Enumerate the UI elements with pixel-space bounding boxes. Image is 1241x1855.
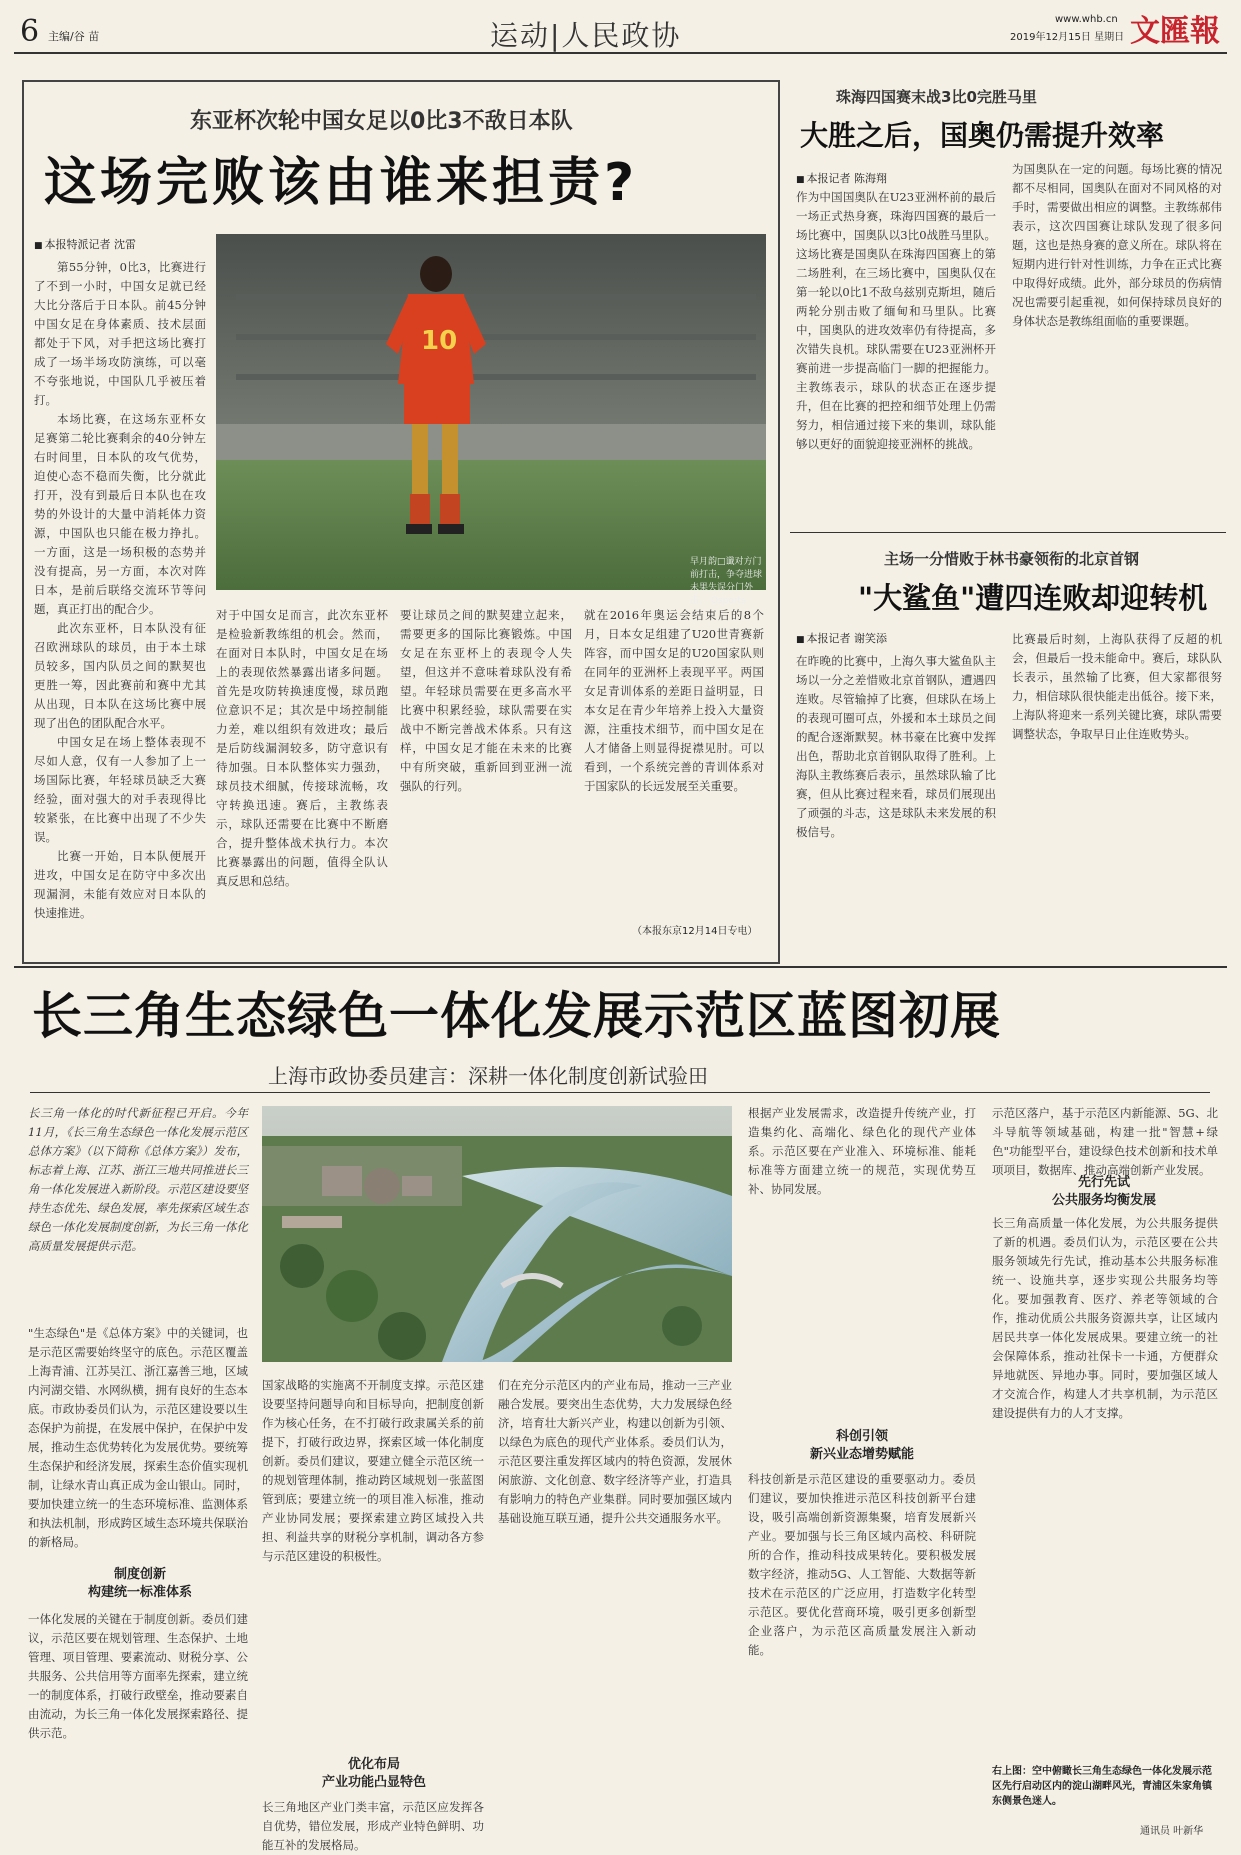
lead-column-1: [34, 258, 206, 920]
feature-column-3: 们在充分示范区内的产业布局，推动一三产业融合发展。要突出生态优势，大力发展绿色经济，培育壮大新兴产业，构建以创新为引领、以绿色为底色的现代产业体系。委员们认为，示范区要注重发挥区域内的特色资源，发展休闲旅游、文化创意、数字经济等产业，打造具有影响力的特色产业集群。同时要加强区域内基础设施互联互通，提升公共交通服务水平。: [498, 1378, 732, 1525]
issue-date: 2019年12月15日 星期日: [1010, 32, 1125, 43]
lead-endnote: （本报东京12月14日专电）: [632, 926, 758, 937]
lead-byline: ■ 本报特派记者 沈雷: [34, 236, 136, 252]
lead-column-3: 要让球员之间的默契建立起来，需要更多的国际比赛锻炼。中国女足在东亚杯上的表现令人失望，但这并不意味着球队没有希望。年轻球员需要在更多高水平比赛中积累经验，球队需要在实战中不断完善战术体系。只有这样，中国女足才能在未来的比赛中有所突破，重新回到亚洲一流强队的行列。: [400, 608, 572, 793]
feature-intro: 长三角一体化的时代新征程已开启。今年11月，《长三角生态绿色一体化发展示范区总体方案》（以下简称《总体方案》）发布，标志着上海、江苏、浙江三地共同推进长三角一体化发展进入新阶段。示范区建设要坚持生态优先、绿色发展，率先探索区域生态绿色一体化发展制度创新，为长三角一体化高质量发展提供示范。: [28, 1106, 248, 1253]
lead-headline: 这场完败该由谁来担责?: [44, 153, 639, 213]
feature-column-4b: 科技创新是示范区建设的重要驱动力。委员们建议，要加快推进示范区科技创新平台建设，吸引高端创新资源集聚，培育发展新兴产业。要加强与长三角区域内高校、科研院所的合作，推动科技成果转化。要积极发展数字经济，推动5G、人工智能、大数据等新技术在示范区的广泛应用，打造数字化转型示范区。要优化营商环境，吸引更多创新型企业落户，为示范区高质量发展注入新动能。: [748, 1472, 976, 1657]
wetland-aerial-photo: [262, 1106, 732, 1362]
section-title: 运动|人民政协: [490, 19, 682, 52]
right1-byline: ■ 本报记者 陈海翔: [796, 170, 887, 186]
lead-photo-caption: 早月韵□谶对方门前打击，争夺进球未果失误分门外击。 Osports: [690, 557, 763, 606]
feature-photo-note: 右上图：空中俯瞰长三角生态绿色一体化发展示范区先行启动区内的淀山湖畔风光，青浦区朱家角镇东侧景色迷人。: [992, 1766, 1212, 1807]
page-number: 6: [20, 14, 40, 49]
feature-subhead: 上海市政协委员建言：深耕一体化制度创新试验田: [268, 1064, 708, 1088]
feature-photo-credit: 通讯员 叶新华: [1140, 1826, 1204, 1837]
lead-photo: [216, 234, 766, 590]
svg-text:10: 10: [421, 326, 458, 356]
feature-column-4: 根据产业发展需求，改造提升传统产业，打造集约化、高端化、绿色化的现代产业体系。示范区要在产业准入、环境标准、能耗标准等方面建立统一的规范，实现优势互补、协同发展。: [748, 1106, 976, 1196]
feature-column-2: 国家战略的实施离不开制度支撑。示范区建设要坚持问题导向和目标导向，把制度创新作为核心任务，在不打破行政隶属关系的前提下，打破行政边界，探索区域一体化制度创新。委员们建议，要建立健全示范区统一的规划管理体制，推动跨区域规划一张蓝图管到底；要建立统一的项目准入标准，推动产业协同发展；要探索建立跨区域投入共担、利益共享的财税分享机制，调动各方参与示范区建设的积极性。: [262, 1378, 484, 1563]
section-divider: [14, 966, 1227, 968]
right1-kicker: 珠海四国赛末战3比0完胜马里: [836, 88, 1037, 106]
feature-headline: 长三角生态绿色一体化发展示范区蓝图初展: [32, 987, 1001, 1045]
feature-column-2b: 长三角地区产业门类丰富，示范区应发挥各自优势，错位发展，形成产业特色鲜明、功能互补的发展格局。: [262, 1800, 484, 1852]
feature-subheading-4: 先行先试 公共服务均衡发展: [1051, 1175, 1156, 1208]
footballer-photo: [216, 234, 766, 590]
right1-column-2: 为国奥队在一定的问题。每场比赛的情况都不尽相同，国奥队在面对不同风格的对手时，需要做出相应的调整。主教练郝伟表示，这次四国赛让球队发现了很多问题，这也是热身赛的意义所在。球队将在短期内进行针对性训练，力争在正式比赛中取得好成绩。此外，部分球员的伤病情况也需要引起重视，如何保持球员良好的身体状态是教练组面临的重要课题。: [1012, 162, 1222, 328]
right1-headline: 大胜之后，国奥仍需提升效率: [800, 119, 1165, 152]
right2-column-1: 在昨晚的比赛中，上海久事大鲨鱼队主场以一分之差惜败北京首钢队，遭遇四连败。尽管输掉了比赛，但球队在场上的表现可圈可点，外援和本土球员之间的配合逐渐默契。林书豪在比赛中发挥出色，帮助北京首钢队取得了胜利。上海队主教练赛后表示，虽然球队输了比赛，但从比赛过程来看，球员们展现出了顽强的斗志，这是球队未来发展的积极信号。: [796, 654, 996, 839]
right2-headline: "大鲨鱼"遭四连败却迎转机: [858, 581, 1208, 615]
lead-kicker: 东亚杯次轮中国女足以0比3不敌日本队: [190, 109, 573, 134]
feature-subheading-1: 制度创新 构建统一标准体系: [87, 1567, 192, 1600]
lead-paragraph: 第55分钟，0比3，比赛进行了不到一小时，中国女足就已经大比分落后于日本队。前45分钟中国女足在身体素质、技术层面都处于下风，对手把这场比赛打成了一场半场攻防演练，可以毫不夸张地说，中国队几乎被压着打。: [34, 260, 206, 407]
right2-byline: ■ 本报记者 谢笑添: [796, 630, 887, 646]
lead-paragraph: 此次东亚杯，日本队没有征召欧洲球队的球员，由于本土球员较多，国内队员之间的默契也更胜一筹，因此赛前和赛中尤其从出现，日本队在这场比赛中展现了出色的团队配合水平。: [34, 621, 206, 730]
masthead-rule: [14, 52, 1227, 54]
feature-column-5b: 长三角高质量一体化发展，为公共服务提供了新的机遇。委员们认为，示范区要在公共服务领域先行先试，推动基本公共服务标准统一、设施共享，逐步实现公共服务均等化。要加强教育、医疗、养老等领域的合作，推动优质公共服务资源共享，让区域内居民共享一体化发展成果。要建立统一的社会保障体系，推动社保卡一卡通，方便群众异地就医、异地办事。同时，要加强区域人才交流合作，构建人才共享机制，为示范区建设提供有力的人才支撑。: [992, 1216, 1218, 1420]
lead-paragraph: 比赛一开始，日本队便展开进攻，中国女足在防守中多次出现漏洞，未能有效应对日本队的快速推进。: [34, 849, 206, 920]
lead-paragraph: 中国女足在场上整体表现不尽如人意，仅有一人参加了上一场国际比赛，年轻球员缺乏大赛经验，面对强大的对手表现得比较紧张，在比赛中出现了不少失误。: [34, 735, 206, 844]
right-divider: [790, 532, 1226, 533]
lead-paragraph: 本场比赛，在这场东亚杯女足赛第二轮比赛剩余的40分钟左右时间里，日本队的攻气优势，迫使心态不稳而失衡，比分就此打开，没有到最后日本队也在攻势的外设计的大量中消耗体力资源，中国队也只能在极力挣扎。一方面，这是一场积极的态势并没有提高，另一方面，本次对阵日本，是前后联络交流环节等问题，真正打出的配合少。: [34, 412, 206, 616]
feature-column-1: "生态绿色"是《总体方案》中的关键词，也是示范区需要始终坚守的底色。示范区覆盖上海青浦、江苏吴江、浙江嘉善三地，区域内河湖交错、水网纵横，拥有良好的生态本底。市政协委员们认为，示范区建设要以生态保护为前提，在发展中保护，在保护中发展，推动生态优势转化为发展优势。要统筹生态保护和经济发展，探索生态价值实现机制，让绿水青山真正成为金山银山。同时，要加快建立统一的生态环境标准、监测体系和执法机制，形成跨区域生态环境共保联治的新格局。: [28, 1326, 248, 1549]
right2-column-2: 比赛最后时刻，上海队获得了反超的机会，但最后一投未能命中。赛后，球队队长表示，虽然输了比赛，但大家都很努力，相信球队很快能走出低谷。接下来，上海队将迎来一系列关键比赛，球队需要调整状态，争取早日止住连败势头。: [1012, 632, 1222, 741]
feature-subheading-3: 科创引领 新兴业态增势赋能: [782, 1428, 942, 1464]
feature-photo: [262, 1106, 732, 1362]
feature-subheading-2: 优化布局 产业功能凸显特色: [321, 1757, 426, 1790]
feature-rule: [30, 1092, 1210, 1093]
right1-column-1: 作为中国国奥队在U23亚洲杯前的最后一场正式热身赛，珠海四国赛的最后一场比赛中，国奥队以3比0战胜马里队。这场比赛是国奥队在珠海四国赛上的第二场胜利，在三场比赛中，国奥队仅在第一轮以0比1不敌乌兹别克斯坦，随后两轮分别击败了缅甸和马里队。比赛中，国奥队的进攻效率仍有待提高，多次错失良机。球队需要在U23亚洲杯开赛前进一步提高临门一脚的把握能力。主教练表示，球队的状态正在逐步提升，但在比赛的把控和细节处理上仍需努力，相信通过接下来的集训，球队能够以更好的面貌迎接亚洲杯的挑战。: [796, 190, 996, 451]
paper-name: 文匯報: [1130, 14, 1220, 49]
lead-column-2: 对于中国女足而言，此次东亚杯是检验新教练组的机会。然而，在面对日本队时，中国女足在场上的表现依然暴露出诸多问题。首先是攻防转换速度慢，球员跑位意识不足；其次是中场控制能力差，难以组织有效进攻；最后是后防线漏洞较多，防守意识有待加强。日本队整体实力强劲，球员技术细腻，传接球流畅，攻守转换迅速。赛后，主教练表示，球队还需要在比赛中不断磨合，提升整体战术执行力。本次比赛暴露出的问题，值得全队认真反思和总结。: [216, 608, 388, 888]
feature-column-5: 示范区落户，基于示范区内新能源、5G、北斗导航等领域基础，构建一批"智慧+绿色"功能型平台，建设绿色技术创新和技术单项项目，数据库、推动高端创新产业发展。: [992, 1106, 1218, 1177]
masthead: [0, 0, 1241, 58]
site-url: www.whb.cn: [1055, 14, 1118, 25]
feature-column-1b: 一体化发展的关键在于制度创新。委员们建议，示范区要在规划管理、生态保护、土地管理、项目管理、要素流动、财税分享、公共服务、公共信用等方面率先探索，建立统一的制度体系，打破行政壁垒，推动要素自由流动，为长三角一体化发展探索路径、提供示范。: [28, 1612, 248, 1740]
editor-credit: 主编/谷 苗: [48, 30, 100, 43]
lead-column-4: 就在2016年奥运会结束后的8个月，日本女足组建了U20世青赛新阵容，而中国女足的U20国家队则在同年的亚洲杯上表现平平。两国女足青训体系的差距日益明显，日本女足在青少年培养上投入大量资源，注重技术细节，而中国女足在人才储备上则显得捉襟见肘。可以看到，一个系统完善的青训体系对于国家队的长远发展至关重要。: [584, 608, 764, 793]
right2-kicker: 主场一分惜败于林书豪领衔的北京首钢: [884, 550, 1140, 568]
